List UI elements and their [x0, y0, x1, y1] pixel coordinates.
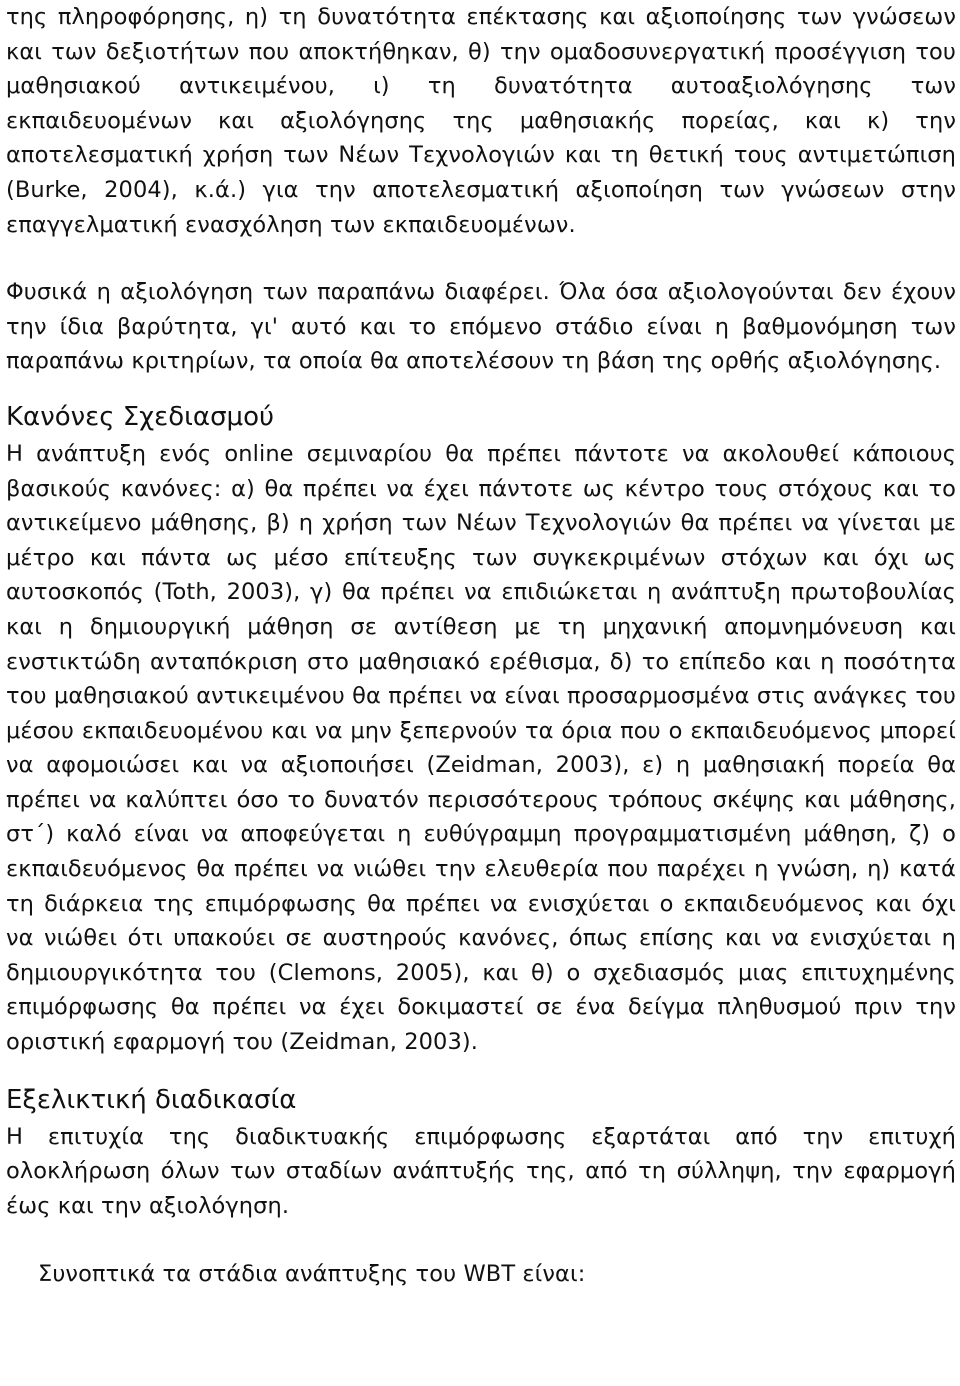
body-paragraph-indented: Συνοπτικά τα στάδια ανάπτυξης του WBT είναι: [38, 1261, 586, 1288]
document-page [6, 0, 956, 1292]
section-heading: Εξελικτική διαδικασία [6, 1084, 297, 1115]
body-paragraph: Η ανάπτυξη ενός online σεμιναρίου θα πρέπει πάντοτε να ακολουθεί κάποιους βασικούς κανόνες: α) θα πρέπει να έχει πάντοτε ως κέντρο τους στόχους και το αντικείμενο μάθησης, β) η χρήση των Νέων Τεχνολογιών θα πρέπει να γίνεται με μέτρο και πάντα ως μέσο επίτευξης των συγκεκριμένων στόχων και όχι ως αυτοσκοπός (Toth, 2003), γ) θα πρέπει να επιδιώκεται η ανάπτυξη πρωτοβουλίας και η δημιουργική μάθηση σε αντίθεση με τη μηχανική απομνημόνευση και ενστικτώδη ανταπόκριση στο μαθησιακό ερέθισμα, δ) το επίπεδο και η ποσότητα του μαθησιακού αντικειμένου θα πρέπει να είναι προσαρμοσμένα στις ανάγκες του μέσου εκπαιδευομένου και να μην ξεπερνούν τα όρια που ο εκπαιδευόμενος μπορεί να αφομοιώσει και να αξιοποιήσει (Zeidman, 2003), ε) η μαθησιακή πορεία θα πρέπει να καλύπτει όσο το δυνατόν περισσότερους τρόπους σκέψης και μάθησης, στ΄) καλό είναι να αποφεύγεται η ευθύγραμμη προγραμματισμένη μάθηση, ζ) ο εκπαιδευόμενος θα πρέπει να νιώθει την ελευθερία που παρέχει η γνώση, η) κατά τη διάρκεια της επιμόρφωσης θα πρέπει να ενισχύεται ο εκπαιδευόμενος και όχι να νιώθει ότι υπακούει σε αυστηρούς κανόνες, όπως επίσης και να ενισχύεται η δημιουργικότητα του (Clemons, 2005), και θ) ο σχεδιασμός μιας επιτυχημένης επιμόρφωσης θα πρέπει να έχει δοκιμαστεί σε ένα δείγμα πληθυσμού πριν την οριστική εφαρμογή του (Zeidman, 2003). [6, 440, 956, 1056]
section-heading: Κανόνες Σχεδιασμού [6, 401, 275, 432]
body-paragraph: της πληροφόρησης, η) τη δυνατότητα επέκτασης και αξιοποίησης των γνώσεων και των δεξιοτήτων που αποκτήθηκαν, θ) την ομαδοσυνεργατική προσέγγιση του μαθησιακού αντικειμένου, ι) τη δυνατότητα αυτοαξιολόγησης των εκπαιδευομένων και αξιολόγησης της μαθησιακής πορείας, και κ) την αποτελεσματική χρήση των Νέων Τεχνολογιών και τη θετική τους αντιμετώπιση (Burke, 2004), κ.ά.) για την αποτελεσματική αξιοποίηση των γνώσεων στην επαγγελματική ενασχόληση των εκπαιδευομένων. [6, 4, 956, 238]
body-paragraph: Φυσικά η αξιολόγηση των παραπάνω διαφέρει. Όλα όσα αξιολογούνται δεν έχουν την ίδια βαρύτητα, γι' αυτό και το επόμενο στάδιο είναι η βαθμονόμηση των παραπάνω κριτηρίων, τα οποία θα αποτελέσουν τη βάση της ορθής αξιολόγησης. [6, 279, 956, 375]
body-paragraph: Η επιτυχία της διαδικτυακής επιμόρφωσης εξαρτάται από την επιτυχή ολοκλήρωση όλων των σταδίων ανάπτυξής της, από τη σύλληψη, την εφαρμογή έως και την αξιολόγηση. [6, 1123, 956, 1219]
